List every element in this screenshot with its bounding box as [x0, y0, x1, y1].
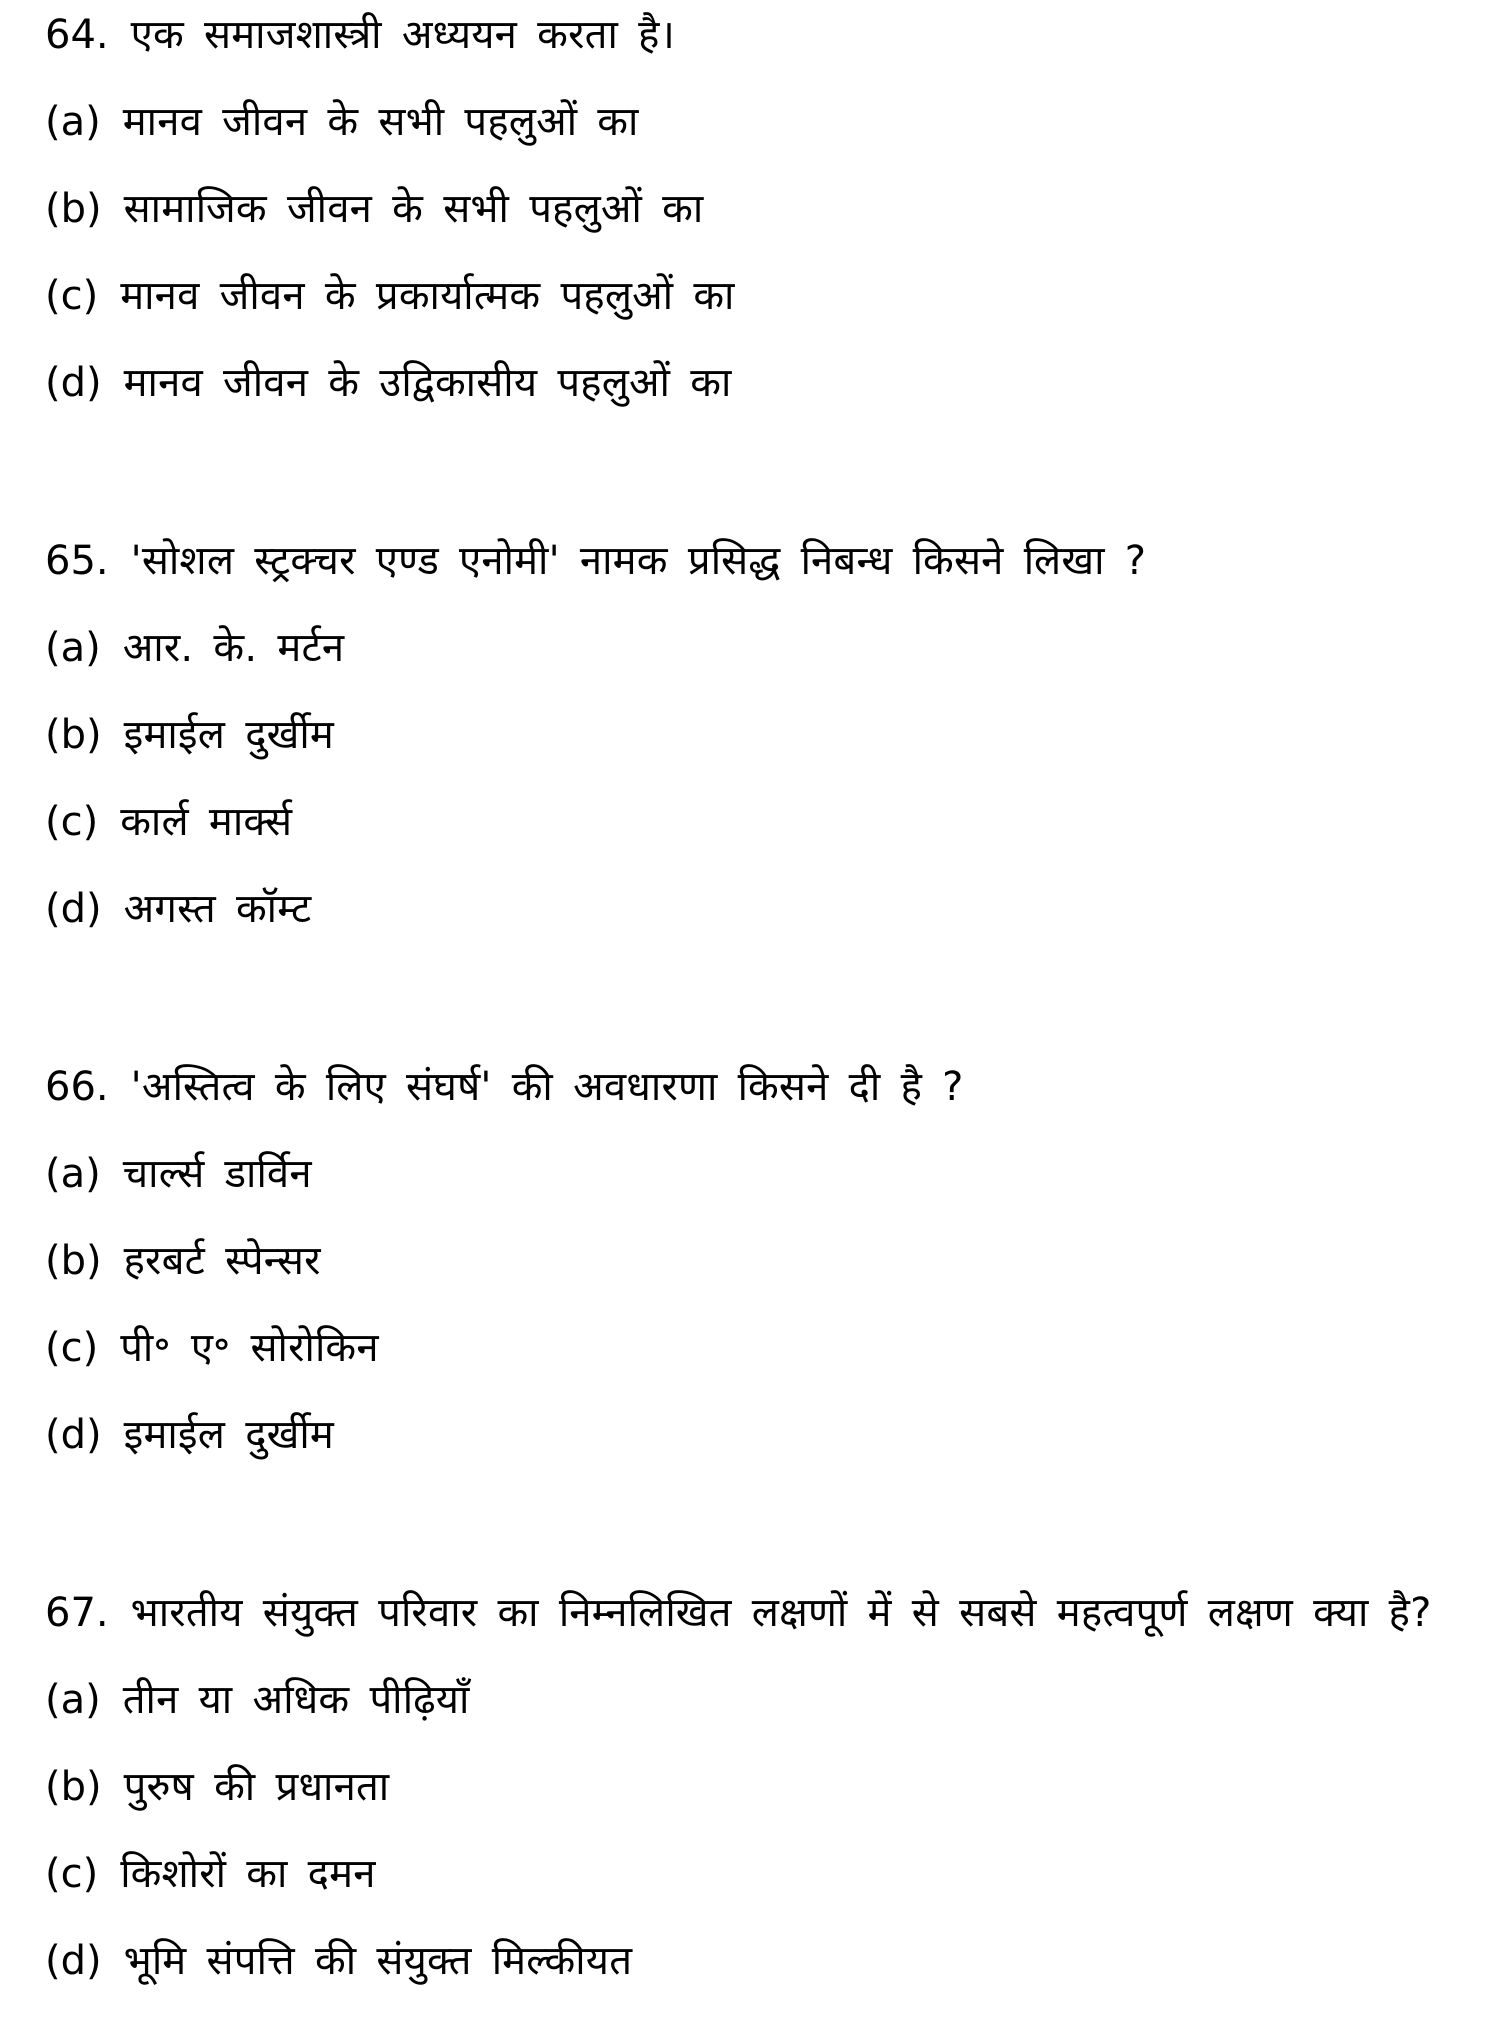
question-number: 64.: [45, 12, 109, 58]
option-text: कार्ल मार्क्स: [120, 799, 293, 845]
option-text: अगस्त कॉम्ट: [123, 886, 312, 932]
option-text: पुरुष की प्रधानता: [123, 1764, 390, 1810]
option-text: सामाजिक जीवन के सभी पहलुओं का: [123, 186, 704, 232]
option-c: [45, 1315, 1467, 1381]
option-b: [45, 702, 1467, 768]
question-title: [45, 528, 1467, 594]
question-number: 66.: [45, 1064, 109, 1110]
option-a: [45, 615, 1467, 681]
option-text: मानव जीवन के प्रकार्यात्मक पहलुओं का: [120, 273, 735, 319]
option-label: (b): [45, 712, 102, 758]
option-text: इमाईल दुर्खीम: [123, 1412, 335, 1458]
option-label: (c): [45, 273, 99, 319]
option-text: मानव जीवन के उद्विकासीय पहलुओं का: [123, 360, 732, 406]
option-d: [45, 350, 1467, 416]
option-label: (d): [45, 360, 102, 406]
question-65: [45, 528, 1467, 942]
option-b: [45, 1754, 1467, 1820]
question-text: एक समाजशास्त्री अध्ययन करता है।: [130, 12, 675, 58]
option-label: (d): [45, 1412, 102, 1458]
question-text: 'अस्तित्व के लिए संघर्ष' की अवधारणा किसने दी है ?: [130, 1064, 964, 1110]
option-text: तीन या अधिक पीढ़ियाँ: [122, 1677, 470, 1723]
option-label: (a): [45, 99, 101, 145]
option-label: (d): [45, 886, 102, 932]
question-title: [45, 1054, 1467, 1120]
question-title: [45, 1580, 1467, 1646]
option-a: [45, 89, 1467, 155]
question-64: [45, 2, 1467, 416]
option-d: [45, 1402, 1467, 1468]
question-number: 67.: [45, 1590, 109, 1636]
option-text: आर. के. मर्टन: [122, 625, 345, 671]
question-text: भारतीय संयुक्त परिवार का निम्नलिखित लक्षणों में से सबसे महत्वपूर्ण लक्षण क्या है?: [130, 1590, 1432, 1636]
option-d: [45, 876, 1467, 942]
option-label: (b): [45, 1764, 102, 1810]
question-title: [45, 2, 1467, 68]
option-text: इमाईल दुर्खीम: [123, 712, 335, 758]
option-label: (a): [45, 625, 101, 671]
option-text: किशोरों का दमन: [120, 1851, 376, 1897]
option-text: मानव जीवन के सभी पहलुओं का: [122, 99, 639, 145]
option-c: [45, 789, 1467, 855]
option-d: [45, 1928, 1467, 1994]
option-label: (b): [45, 1238, 102, 1284]
option-label: (a): [45, 1151, 101, 1197]
option-b: [45, 176, 1467, 242]
option-label: (c): [45, 1851, 99, 1897]
option-c: [45, 1841, 1467, 1907]
option-label: (c): [45, 1325, 99, 1371]
option-a: [45, 1141, 1467, 1207]
option-c: [45, 263, 1467, 329]
question-67: [45, 1580, 1467, 1994]
option-label: (c): [45, 799, 99, 845]
question-66: [45, 1054, 1467, 1468]
question-text: 'सोशल स्ट्रक्चर एण्ड एनोमी' नामक प्रसिद्ध निबन्ध किसने लिखा ?: [130, 538, 1147, 584]
question-paper-page: [45, 2, 1467, 2034]
option-label: (b): [45, 186, 102, 232]
option-a: [45, 1667, 1467, 1733]
option-b: [45, 1228, 1467, 1294]
option-label: (a): [45, 1677, 101, 1723]
option-text: हरबर्ट स्पेन्सर: [123, 1238, 321, 1284]
option-text: चार्ल्स डार्विन: [122, 1151, 312, 1197]
option-label: (d): [45, 1938, 102, 1984]
option-text: पी॰ ए॰ सोरोकिन: [120, 1325, 379, 1371]
question-number: 65.: [45, 538, 109, 584]
option-text: भूमि संपत्ति की संयुक्त मिल्कीयत: [123, 1938, 633, 1984]
